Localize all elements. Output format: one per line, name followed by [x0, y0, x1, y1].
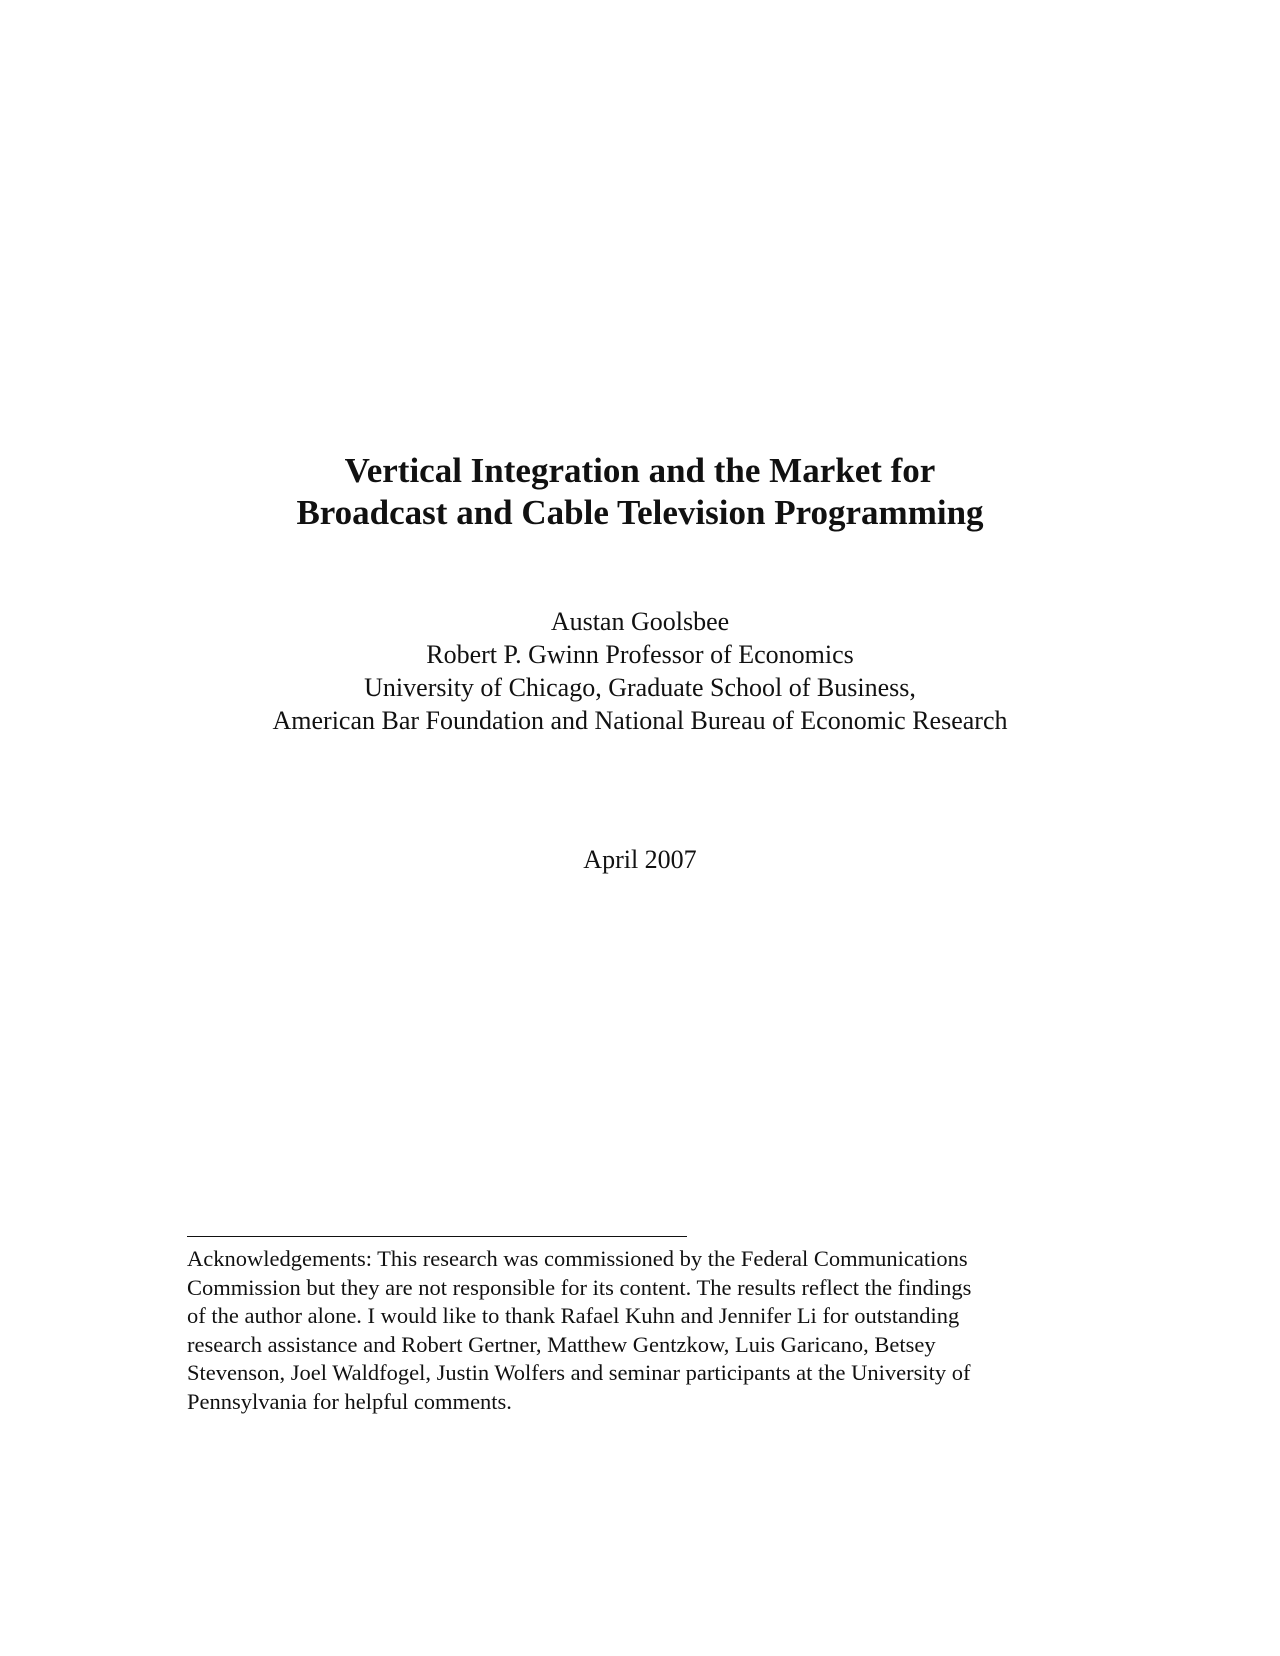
- author-affiliation-2: American Bar Foundation and National Bureau of Economic Research: [272, 706, 1008, 735]
- author-affiliation-1: University of Chicago, Graduate School of Business,: [364, 673, 916, 702]
- author-name: Austan Goolsbee: [550, 607, 730, 636]
- footnote-line-4: research assistance and Robert Gertner, Matthew Gentzkow, Luis Garicano, Betsey: [187, 1331, 936, 1357]
- author-block: [0, 605, 1280, 737]
- author-position: Robert P. Gwinn Professor of Economics: [426, 640, 854, 669]
- footnote-divider: [187, 1236, 687, 1237]
- publication-date: April 2007: [583, 845, 697, 874]
- footnote-line-3: of the author alone. I would like to thank Rafael Kuhn and Jennifer Li for outstanding: [187, 1303, 960, 1329]
- acknowledgements-footnote: [187, 1245, 1067, 1417]
- footnote-line-2: Commission but they are not responsible for its content. The results reflect the findings: [187, 1274, 972, 1300]
- footnote-line-1: Acknowledgements: This research was commissioned by the Federal Communications: [187, 1246, 968, 1271]
- paper-title: [0, 450, 1280, 534]
- title-line-1: Vertical Integration and the Market for: [344, 451, 936, 490]
- footnote-line-5: Stevenson, Joel Waldfogel, Justin Wolfers and seminar participants at the University of: [187, 1360, 971, 1386]
- title-line-2: Broadcast and Cable Television Programming: [296, 493, 984, 532]
- footnote-line-6: Pennsylvania for helpful comments.: [187, 1388, 512, 1414]
